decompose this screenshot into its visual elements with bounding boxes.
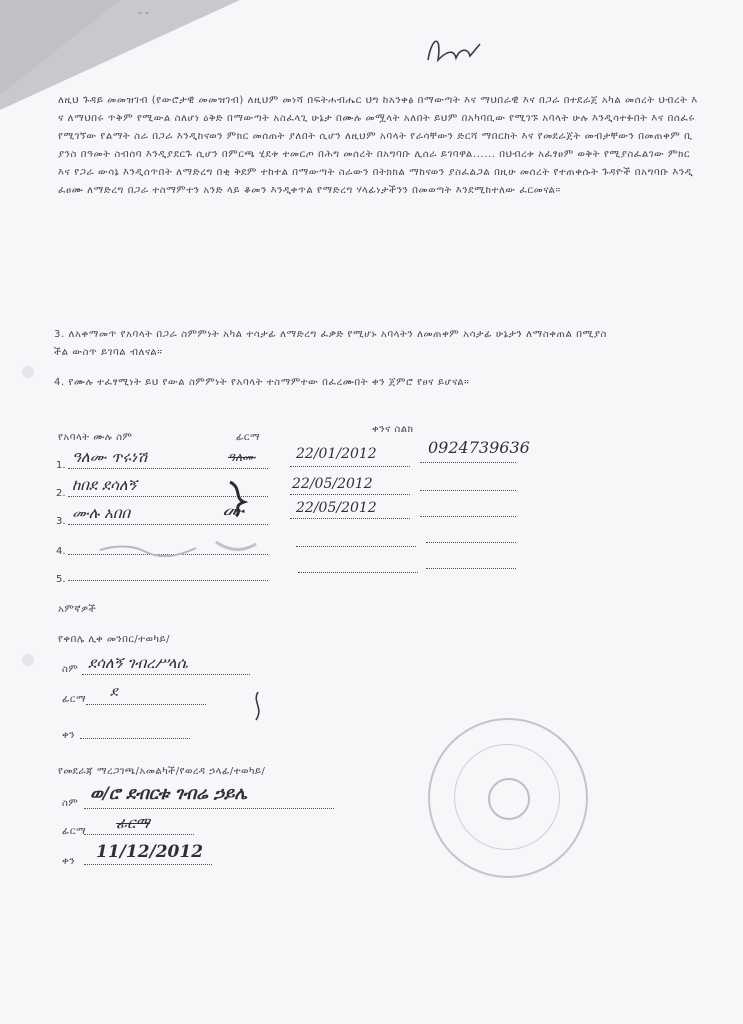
date-line bbox=[290, 518, 410, 519]
member-signature: ዓለሙ bbox=[228, 450, 256, 464]
date-line bbox=[290, 494, 410, 495]
row-number: 1. bbox=[56, 460, 66, 471]
punch-hole-bottom bbox=[22, 654, 34, 666]
registrar-signature-line bbox=[84, 834, 194, 835]
registrar-date-value: 11/12/2012 bbox=[96, 842, 204, 862]
member-name: ዓለሙ ጥሩነሽ bbox=[72, 448, 148, 466]
registrar-signature-value: ፊርማ bbox=[116, 814, 150, 832]
name-line bbox=[68, 524, 268, 525]
column-header-name: የአባላት ሙሉ ስም bbox=[58, 432, 133, 443]
row-number: 4. bbox=[56, 546, 66, 557]
member-phone: 0924739636 bbox=[428, 438, 530, 457]
witness-heading: አምኛዎች bbox=[58, 604, 97, 615]
registrar-date-line bbox=[84, 864, 212, 865]
member-date: 22/05/2012 bbox=[296, 500, 377, 516]
date-line bbox=[298, 572, 418, 573]
witness-name-value: ደሳለኝ ገብረሥላሴ bbox=[88, 654, 188, 672]
registrar-signature-label: ፊርማ bbox=[62, 826, 87, 837]
registrar-name-value: ወ/ሮ ደብርቱ ገብሬ ኃይሌ bbox=[90, 784, 248, 804]
witness-date-line bbox=[80, 738, 190, 739]
member-name: ሙሉ አበበ bbox=[72, 504, 131, 522]
registrar-name-label: ስም bbox=[62, 798, 79, 809]
column-header-signature: ፊርማ bbox=[236, 432, 261, 443]
registrar-title: የመደራጃ ማረጋገጫ/አመልካች/የወረዳ ኃላፊ/ተወካይ/ bbox=[58, 766, 266, 777]
member-name: ከበደ ደሳለኝ bbox=[72, 476, 137, 494]
phone-line bbox=[420, 462, 516, 463]
row-number: 2. bbox=[56, 488, 66, 499]
name-line bbox=[68, 580, 268, 581]
row-number: 5. bbox=[56, 574, 66, 585]
column-header-date: ቀንና ስልክ bbox=[372, 424, 414, 435]
seal-emblem bbox=[488, 778, 530, 820]
witness-name-label: ስም bbox=[62, 664, 79, 675]
member-date: 22/01/2012 bbox=[296, 446, 377, 462]
registrar-date-label: ቀን bbox=[62, 856, 75, 867]
witness-mark-scribble bbox=[248, 690, 268, 724]
witness-signature-label: ፊርማ bbox=[62, 694, 87, 705]
folded-corner-shade bbox=[0, 0, 120, 95]
member-signature: ሙ bbox=[222, 498, 245, 522]
witness-name-line bbox=[82, 674, 250, 675]
registrar-name-line bbox=[84, 808, 334, 809]
agreement-paragraph-3: 3. ለአቀማመጥ የአባላት በጋራ ስምምነት አካል ተሳታፊ ለማድረግ ፈቃድ የሚሆኑ አባላትን ለመጠቀም አሳታፊ ሁኔታን ለማስቀጠል በሚያስችል ውስጥ ይገባል ብለናል። bbox=[54, 329, 607, 358]
agreement-paragraph-4: 4. የሙሉ ተፈፃሚነት ይህ የውል ስምምነት የአባላት ተስማምተው በፈረሙበት ቀን ጀምሮ የፀና ይሆናል። bbox=[54, 377, 470, 388]
witness-signature-value: ደ bbox=[110, 684, 118, 700]
punch-hole-top bbox=[22, 366, 34, 378]
official-seal bbox=[428, 718, 588, 878]
witness-receiver-title: የቀበሌ ሊቀ መንበር/ተወካይ/ bbox=[58, 634, 170, 645]
witness-signature-line bbox=[86, 704, 206, 705]
phone-line bbox=[426, 568, 516, 569]
row-number: 3. bbox=[56, 516, 66, 527]
phone-line bbox=[426, 542, 516, 543]
agreement-paragraph-1: ለዚህ ጉዳይ መመዝገብ (የውሮታዊ መመዝገብ) ለዚህም መነሻ በፍትሐብሔር ህግ ከአንቀፅ በማውጣት እና ማህበራዊ እና በጋራ በተደራጀ አካል መሰረት ህብረት እና ለማህበሩ ጥቅም የሚውል ስለሆነ ዕቅድ በማውጣት አስፈላጊ ሁኔታ በሙሉ መሟላት አለበት ይህም በአካባቢው የሚገኙ አባላት ሁሉ እንዲሳተፉበት እና በሰፈሩ የሚገኘው የልማት ስራ በጋራ እንዲከናወን ምክር መሰጠት ያለበት ሲሆን ለዚህም አባላት የራሳቸውን ድርሻ ማበርከት እና የመደራጀት መብታቸውን በመጠቀም ቢያንስ በዓመት ስብሰባ እንዲያደርጉ ሲሆን በምርጫ ሂደቱ ተመርጦ በሕግ መሰረት በአግባቡ ሊሰራ ይገባዋል...... በህብረቱ አፈፃፀም ወቅት የሚያስፈልገው ምክር እና የጋራ ውሳኔ እንዲሰጥበት ለማድረግ በቂ ቅደም ተከተል በማውጣት ስራውን በትክክል ማከናወን ያስፈልጋል በዚሁ መሰረት የተጠቀሱት ጉዳዮች በአግባቡ እንዲፈፀሙ ለማድረግ በጋራ ተስማምተን አንድ ላይ ቆመን እንዲቀጥል የማድረግ ሃላፊነታችንን በመወጣት እንደሚከተለው ፈርመናል። bbox=[58, 95, 698, 196]
phone-line bbox=[420, 490, 516, 491]
top-mark: - - bbox=[138, 6, 149, 19]
name-line bbox=[68, 468, 268, 469]
date-line bbox=[290, 466, 410, 467]
smudge-marks bbox=[96, 532, 266, 562]
member-date: 22/05/2012 bbox=[292, 476, 373, 492]
witness-date-label: ቀን bbox=[62, 730, 75, 741]
page-signature-scribble bbox=[420, 30, 490, 70]
phone-line bbox=[420, 516, 516, 517]
date-line bbox=[296, 546, 416, 547]
